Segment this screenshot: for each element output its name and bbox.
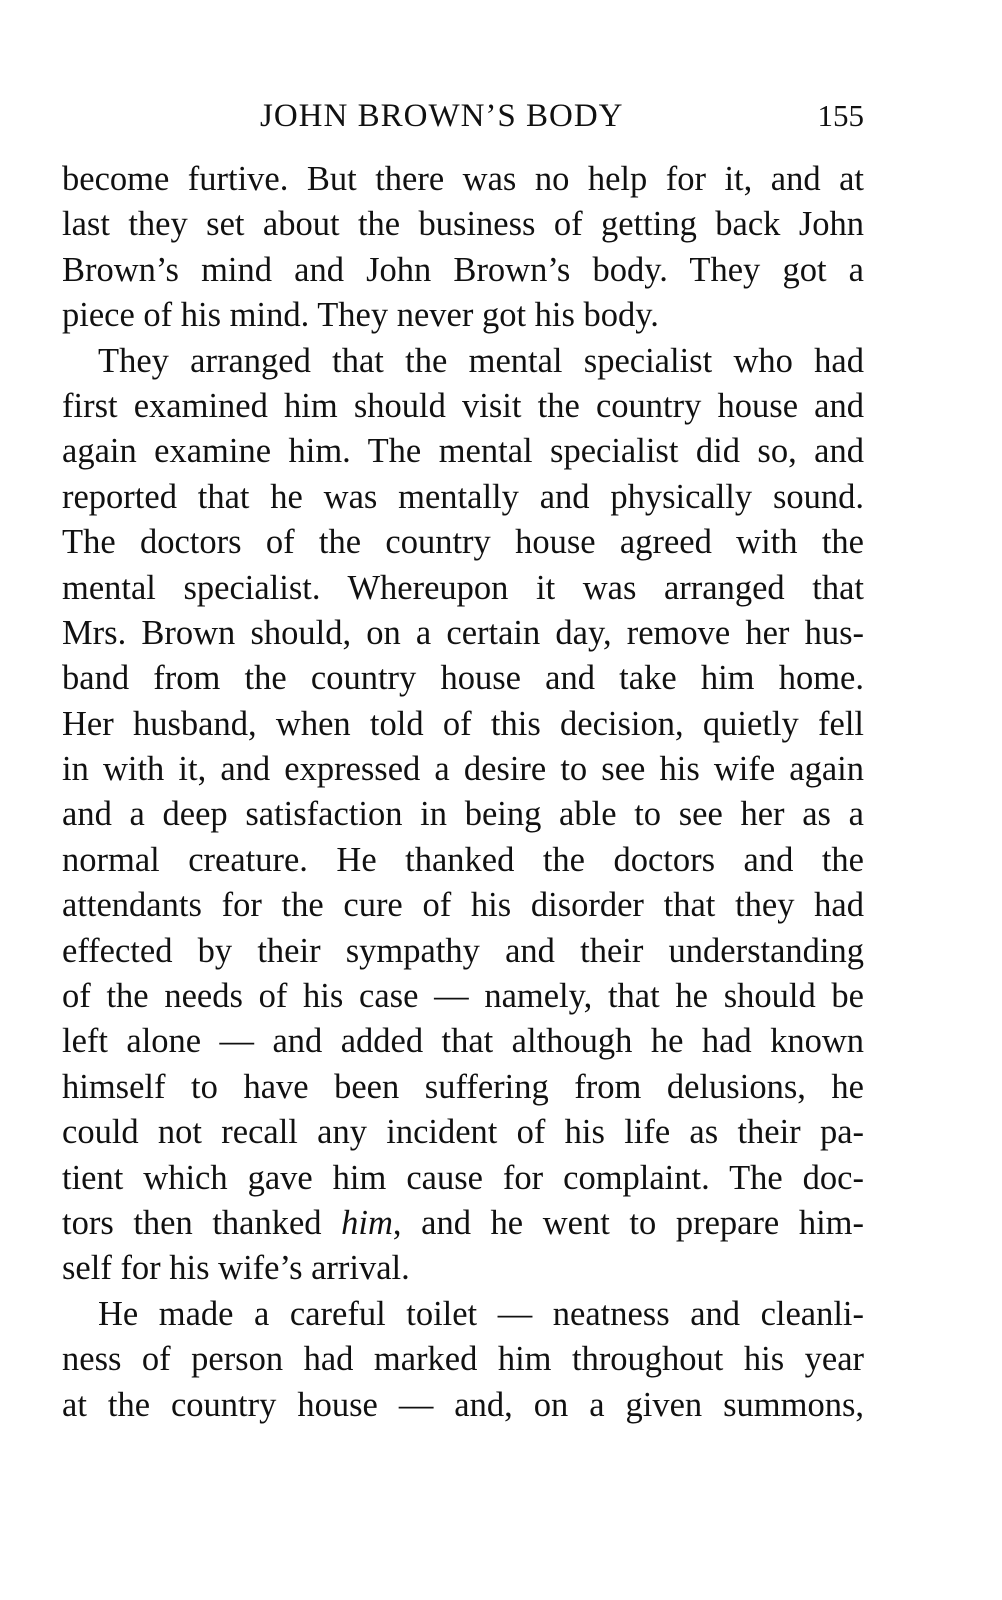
text-line: at the country house — and, on a given summons,: [62, 1385, 864, 1424]
text-line: attendants for the cure of his disorder that they had: [62, 886, 864, 925]
text-line: effected by their sympathy and their understanding: [62, 931, 864, 970]
paragraph-1: [62, 157, 864, 339]
text-line: could not recall any incident of his life as their pa-: [62, 1113, 864, 1152]
text-line: The doctors of the country house agreed with the: [62, 523, 864, 562]
text-line: become furtive. But there was no help for it, and at: [62, 160, 864, 198]
text-line: self for his wife’s arrival.: [62, 1249, 410, 1288]
text-line: He made a careful toilet — neatness and cleanli-: [98, 1294, 864, 1333]
paragraph-3: [62, 1292, 864, 1428]
text-line: Her husband, when told of this decision, quietly fell: [62, 704, 864, 743]
running-title: JOHN BROWN’S BODY: [260, 98, 624, 134]
text-line: of the needs of his case — namely, that he should be: [62, 977, 864, 1016]
text-line: Mrs. Brown should, on a certain day, remove her hus-: [62, 613, 864, 652]
body-text: [62, 157, 864, 1428]
text-line: band from the country house and take him home.: [62, 659, 864, 698]
text-line: reported that he was mentally and physically sound.: [62, 477, 864, 516]
text-line: Brown’s mind and John Brown’s body. They got a: [62, 250, 864, 289]
paragraph-2: [62, 339, 864, 1292]
text-line: normal creature. He thanked the doctors and the: [62, 840, 864, 879]
text-line: piece of his mind. They never got his body.: [62, 296, 659, 335]
text-line: ness of person had marked him throughout his year: [62, 1340, 864, 1379]
text-line: first examined him should visit the country house and: [62, 386, 864, 425]
text-line: tient which gave him cause for complaint. The doc-: [62, 1158, 864, 1197]
italic-emphasis: him: [341, 1203, 393, 1242]
text-line: again examine him. The mental specialist did so, and: [62, 432, 864, 471]
text-line: last they set about the business of getting back John: [62, 205, 864, 244]
text-line: in with it, and expressed a desire to see his wife again: [62, 750, 864, 789]
text-line: himself to have been suffering from delusions, he: [62, 1067, 864, 1106]
text-line: left alone — and added that although he had known: [62, 1022, 864, 1061]
running-head: [62, 96, 864, 136]
text-line-with-italic: tors then thanked him, and he went to prepare him-: [62, 1203, 864, 1242]
text-line: They arranged that the mental specialist who had: [98, 341, 864, 380]
page-number: 155: [817, 98, 864, 133]
text-line: and a deep satisfaction in being able to see her as a: [62, 795, 864, 834]
text-line: mental specialist. Whereupon it was arranged that: [62, 568, 864, 607]
